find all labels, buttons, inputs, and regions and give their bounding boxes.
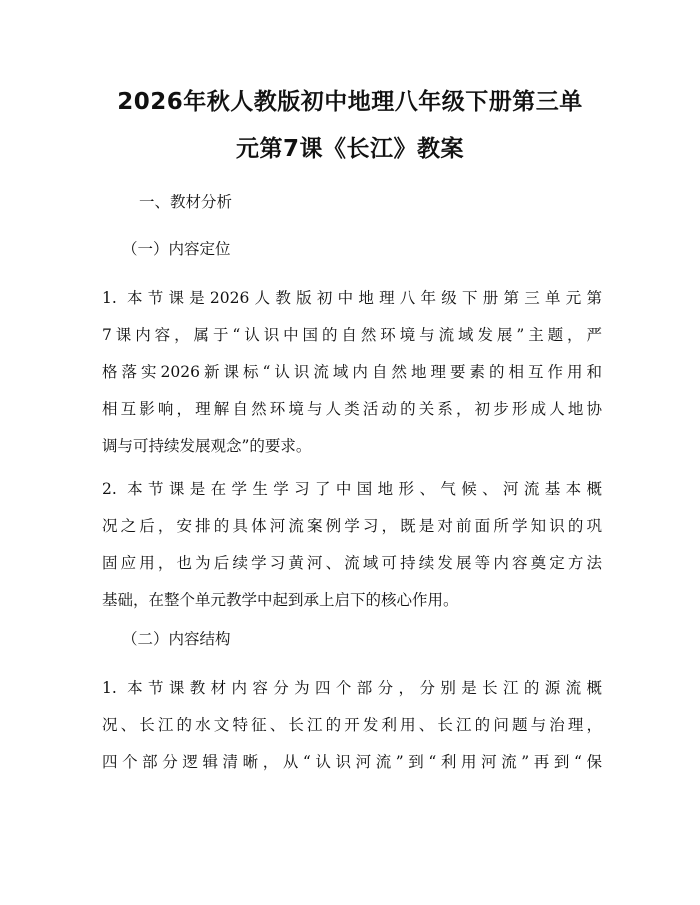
paragraph-3-line: 1. 本节课教材内容分为四个部分，分别是长江的源流概 (102, 679, 602, 697)
subsection-heading-content-structure: （二）内容结构 (122, 630, 231, 648)
paragraph-2-line: 基础，在整个单元教学中起到承上启下的核心作用。 (102, 591, 459, 609)
paragraph-1-line: 格落实2026新课标“认识流域内自然地理要素的相互作用和 (102, 363, 602, 381)
section-heading-teaching-material-analysis: 一、教材分析 (139, 193, 233, 211)
subsection-heading-content-positioning: （一）内容定位 (122, 240, 231, 258)
paragraph-1-line: 调与可持续发展观念”的要求。 (102, 437, 312, 455)
paragraph-1-line: 1. 本节课是2026人教版初中地理八年级下册第三单元第 (102, 289, 602, 307)
document-title-line-1: 2026年秋人教版初中地理八年级下册第三单 (117, 89, 583, 115)
paragraph-2-line: 况之后，安排的具体河流案例学习，既是对前面所学知识的巩 (102, 517, 602, 535)
paragraph-3-line: 况、长江的水文特征、长江的开发利用、长江的问题与治理， (102, 716, 602, 734)
document-title-line-2: 元第7课《长江》教案 (235, 136, 464, 162)
paragraph-3-line: 四个部分逻辑清晰，从“认识河流”到“利用河流”再到“保 (102, 753, 602, 771)
paragraph-2-line: 2. 本节课是在学生学习了中国地形、气候、河流基本概 (102, 480, 602, 498)
paragraph-2-line: 固应用，也为后续学习黄河、流域可持续发展等内容奠定方法 (102, 554, 602, 572)
paragraph-1-line: 7课内容，属于“认识中国的自然环境与流域发展”主题，严 (102, 326, 602, 344)
paragraph-1-line: 相互影响，理解自然环境与人类活动的关系，初步形成人地协 (102, 400, 602, 418)
